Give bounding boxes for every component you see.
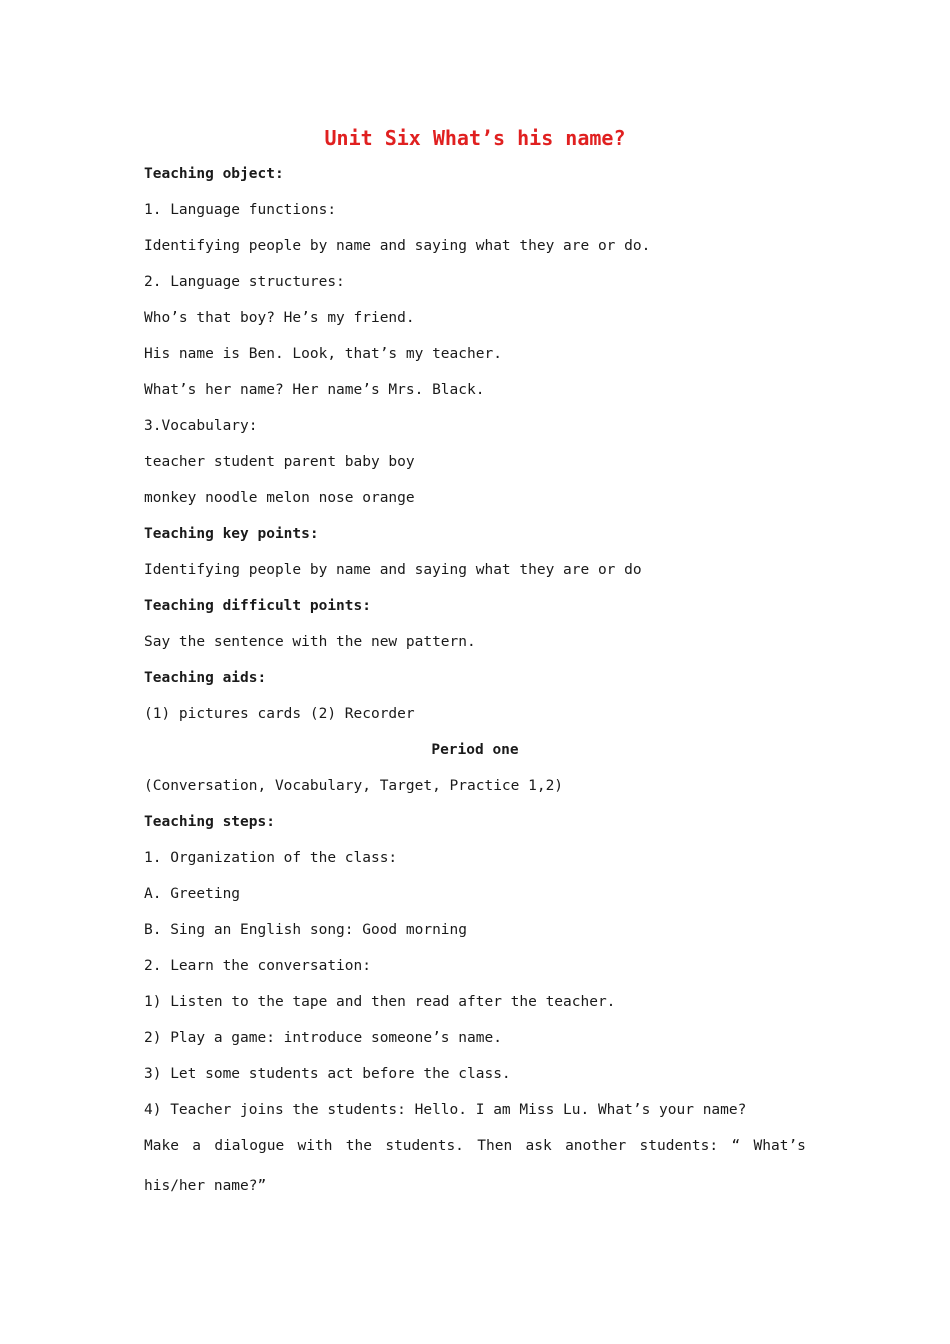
language-functions-text: Identifying people by name and saying what they are or do. — [144, 238, 651, 254]
vocabulary-line-2: monkey noodle melon nose orange — [144, 490, 415, 506]
difficult-points-text: Say the sentence with the new pattern. — [144, 634, 476, 650]
teaching-steps-heading: Teaching steps: — [144, 814, 275, 830]
step-2-2: 2) Play a game: introduce someone’s name. — [144, 1030, 502, 1046]
structure-line-3: What’s her name? Her name’s Mrs. Black. — [144, 382, 485, 398]
word: with — [297, 1138, 333, 1154]
period-scope: (Conversation, Vocabulary, Target, Practice 1,2) — [144, 778, 564, 794]
language-functions-heading: 1. Language functions: — [144, 202, 337, 218]
step-2-4: 4) Teacher joins the students: Hello. I am Miss Lu. What’s your name? — [144, 1102, 747, 1118]
step-1: 1. Organization of the class: — [144, 850, 398, 866]
word: dialogue — [214, 1138, 285, 1154]
step-2-1: 1) Listen to the tape and then read after the teacher. — [144, 994, 616, 1010]
step-2-3: 3) Let some students act before the class. — [144, 1066, 511, 1082]
word: students. — [385, 1138, 464, 1154]
step-2-5-end: his/her name?” — [144, 1178, 267, 1194]
word: the — [345, 1138, 372, 1154]
step-1a: A. Greeting — [144, 886, 241, 902]
vocabulary-line-1: teacher student parent baby boy — [144, 454, 415, 470]
teaching-aids-heading: Teaching aids: — [144, 670, 267, 686]
difficult-points-heading: Teaching difficult points: — [144, 598, 371, 614]
word: a — [192, 1138, 201, 1154]
step-1b: B. Sing an English song: Good morning — [144, 922, 468, 938]
structure-line-2: His name is Ben. Look, that’s my teacher. — [144, 346, 502, 362]
vocabulary-heading: 3.Vocabulary: — [144, 418, 258, 434]
word: What’s — [753, 1138, 806, 1154]
step-2-5-line — [144, 1136, 806, 1156]
word: “ — [731, 1138, 741, 1154]
structure-line-1: Who’s that boy? He’s my friend. — [144, 310, 415, 326]
word: Make — [144, 1138, 179, 1154]
teaching-object-heading: Teaching object: — [144, 166, 284, 182]
language-structures-heading: 2. Language structures: — [144, 274, 345, 290]
document-title: Unit Six What’s his name? — [324, 126, 626, 150]
step-2: 2. Learn the conversation: — [144, 958, 371, 974]
teaching-aids-text: (1) pictures cards (2) Recorder — [144, 706, 415, 722]
key-points-text: Identifying people by name and saying what they are or do — [144, 562, 642, 578]
period-heading: Period one — [431, 742, 519, 758]
word: another — [565, 1138, 627, 1154]
word: Then — [477, 1138, 513, 1154]
key-points-heading: Teaching key points: — [144, 526, 319, 542]
word: students: — [639, 1138, 719, 1154]
word: ask — [525, 1138, 552, 1154]
